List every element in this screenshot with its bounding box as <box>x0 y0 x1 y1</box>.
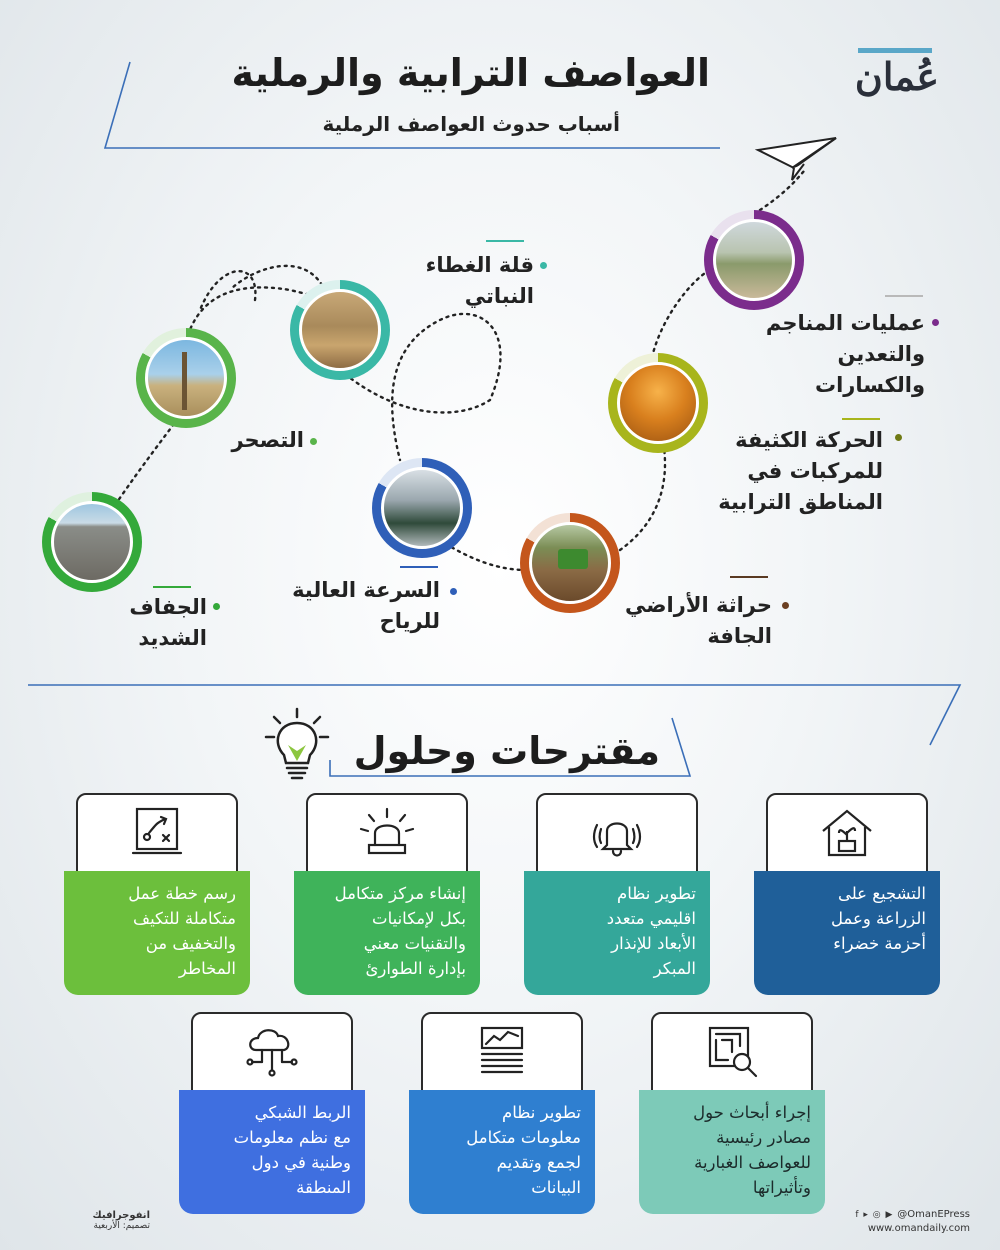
bell-icon <box>585 805 649 861</box>
footer-credit <box>40 1210 150 1231</box>
cause-bullet <box>310 438 317 445</box>
solution-card-emergency-center <box>294 793 480 993</box>
solution-card-agriculture <box>754 793 940 993</box>
footer-links <box>830 1208 970 1236</box>
solution-text: إجراء أبحاث حول مصادر رئيسية للعواصف الغبارية وتأثيراتها <box>639 1090 825 1214</box>
cause-image-wind <box>372 458 472 558</box>
cause-dash <box>153 586 191 588</box>
solutions-title: مقترحات وحلول <box>353 729 660 773</box>
paper-plane-icon <box>758 138 836 180</box>
cause-bullet <box>895 434 902 441</box>
website-link[interactable]: www.omandaily.com <box>867 1223 970 1234</box>
cause-image-desertification <box>136 328 236 428</box>
solution-card-networking <box>179 1012 365 1212</box>
cause-dash <box>486 240 524 242</box>
siren-icon <box>355 805 419 861</box>
solution-text: الربط الشبكي مع نظم معلومات وطنية في دول المنطقة <box>179 1090 365 1214</box>
cause-bullet <box>782 602 789 609</box>
cause-dash <box>885 295 923 297</box>
cause-dash <box>400 566 438 568</box>
cause-bullet <box>540 262 547 269</box>
solution-text: رسم خطة عمل متكاملة للتكيف والتخفيف من المخاطر <box>64 871 250 995</box>
cause-label-mining: عمليات المناجم والتعدين والكسارات <box>765 311 925 397</box>
cause-label-desertification: التصحر <box>231 428 304 452</box>
solution-card-information-system <box>409 1012 595 1212</box>
cause-image-mining <box>704 210 804 310</box>
greenhouse-icon <box>817 805 877 861</box>
solution-text: التشجيع على الزراعة وعمل أحزمة خضراء <box>754 871 940 995</box>
page-title: العواصف الترابية والرملية <box>231 51 710 95</box>
cause-image-drought <box>42 492 142 592</box>
cause-bullet <box>932 319 939 326</box>
page-subtitle: أسباب حدوث العواصف الرملية <box>322 112 620 136</box>
cause-label-ploughing: حراثة الأراضي الجافة <box>625 593 772 648</box>
brand-name: عُمان <box>854 54 940 99</box>
brand-logo <box>852 40 942 110</box>
designer-label: تصميم: الأربعية <box>93 1221 150 1231</box>
cause-label-wind: السرعة العالية للرياح <box>292 578 440 633</box>
cause-dash <box>842 418 880 420</box>
solution-card-action-plan <box>64 793 250 993</box>
solution-text: تطوير نظام معلومات متكامل لجمع وتقديم البيانات <box>409 1090 595 1214</box>
research-maze-icon <box>702 1022 762 1080</box>
cause-label-vegetation: قلة الغطاء النباتي <box>425 253 534 308</box>
social-handle[interactable]: @OmanEPress <box>897 1209 970 1220</box>
cause-bullet <box>450 588 457 595</box>
infographic-label: انفوجرافيك <box>92 1210 150 1221</box>
solution-card-research <box>639 1012 825 1212</box>
plan-board-icon <box>127 803 187 861</box>
cloud-network-icon <box>240 1022 304 1080</box>
cause-image-ploughing <box>520 513 620 613</box>
cause-label-vehicles: الحركة الكثيفة للمركبات في المناطق الترابية <box>718 428 883 514</box>
solution-card-early-warning <box>524 793 710 993</box>
cause-dash <box>730 576 768 578</box>
solution-text: إنشاء مركز متكامل بكل لإمكانيات والتقنيات معني بإدارة الطوارئ <box>294 871 480 995</box>
social-icons: f ▸ ◎ ▶ <box>855 1210 898 1220</box>
lightbulb-icon <box>262 705 332 783</box>
cause-label-drought: الجفاف الشديد <box>129 595 207 650</box>
cause-image-vegetation <box>290 280 390 380</box>
data-chart-icon <box>472 1022 532 1080</box>
cause-bullet <box>213 603 220 610</box>
solution-text: تطوير نظام اقليمي متعدد الأبعاد للإنذار المبكر <box>524 871 710 995</box>
